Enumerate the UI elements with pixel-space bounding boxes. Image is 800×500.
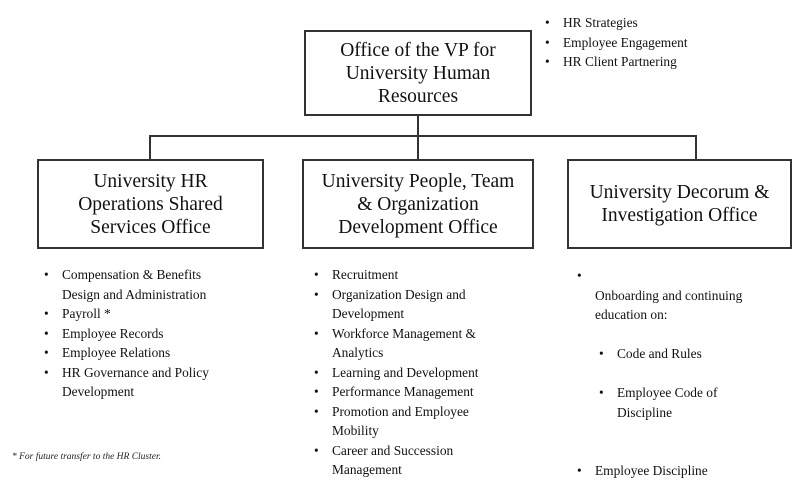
list-item: • Organization Design and Development xyxy=(312,285,532,324)
list-item-label: Onboarding and continuing education on: xyxy=(595,287,743,322)
list-item: • HR Client Partnering xyxy=(543,52,793,72)
hr-operations-responsibilities xyxy=(42,265,272,402)
list-item: • Employee Engagement xyxy=(543,33,793,53)
decorum-investigation-responsibilities xyxy=(575,266,795,481)
list-item: • Career and Succession Management xyxy=(312,441,532,480)
list-item: • Compensation & Benefits Design and Administration xyxy=(42,265,272,304)
list-item: • Employee Records xyxy=(42,324,272,344)
decorum-investigation-office-box: University Decorum & Investigation Office xyxy=(567,159,792,249)
list-item xyxy=(575,266,795,461)
vp-office-responsibilities xyxy=(543,13,793,72)
sub-list-item: • Employee Code of Discipline xyxy=(597,383,795,422)
footnote: * For future transfer to the HR Cluster. xyxy=(12,452,162,462)
people-development-responsibilities xyxy=(312,265,532,480)
connector-vertical-top xyxy=(417,116,419,136)
connector-left xyxy=(149,135,151,159)
sub-list-item: • Code and Rules xyxy=(597,344,795,364)
list-item: • Promotion and Employee Mobility xyxy=(312,402,532,441)
list-item: • HR Strategies xyxy=(543,13,793,33)
connector-horizontal xyxy=(149,135,697,137)
vp-office-box: Office of the VP for University Human Resources xyxy=(304,30,532,116)
list-item: • Performance Management xyxy=(312,382,532,402)
list-item: • Workforce Management & Analytics xyxy=(312,324,532,363)
list-item: • HR Governance and Policy Development xyxy=(42,363,272,402)
connector-middle xyxy=(417,135,419,159)
list-item: • Employee Discipline xyxy=(575,461,795,481)
people-development-office-box: University People, Team & Organization Development Office xyxy=(302,159,534,249)
connector-right xyxy=(695,135,697,159)
sub-list xyxy=(597,325,795,442)
hr-operations-office-box: University HR Operations Shared Services Office xyxy=(37,159,264,249)
list-item: • Learning and Development xyxy=(312,363,532,383)
list-item: • Payroll * xyxy=(42,304,272,324)
list-item: • Employee Relations xyxy=(42,343,272,363)
list-item: • Recruitment xyxy=(312,265,532,285)
